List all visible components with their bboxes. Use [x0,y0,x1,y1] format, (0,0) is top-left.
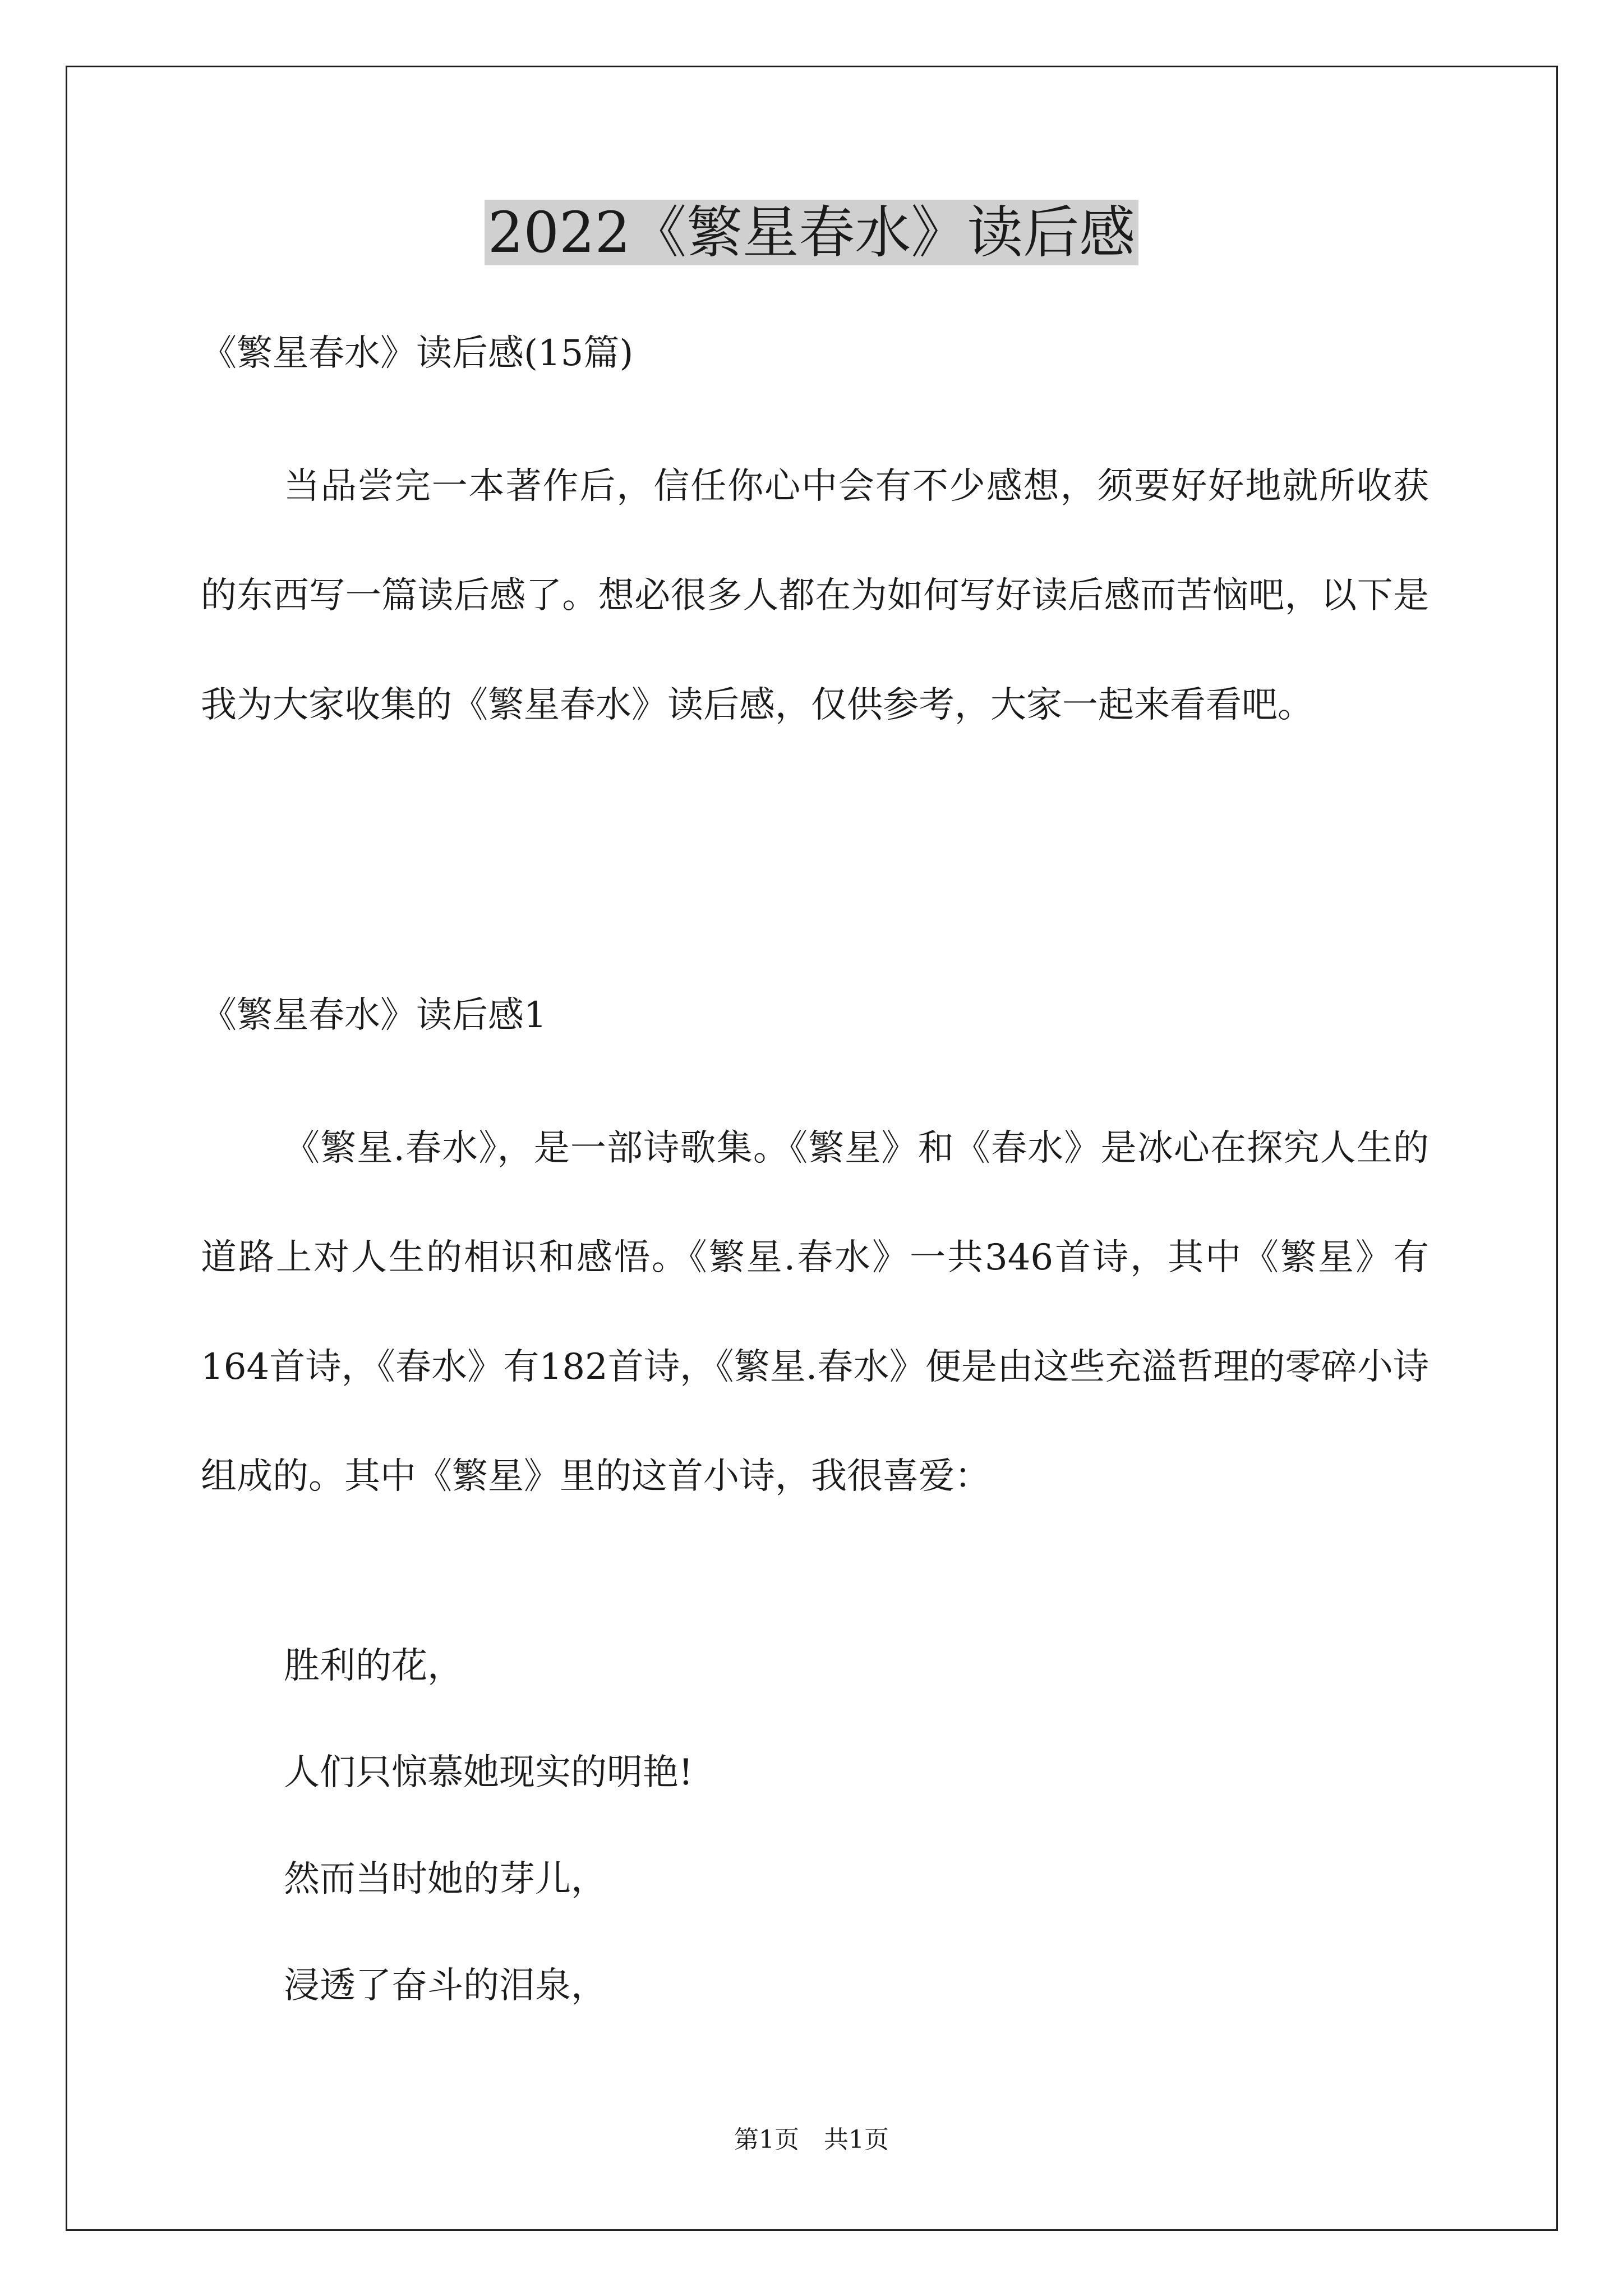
document-title [0,194,1623,272]
poem-line-4: 浸透了奋斗的泪泉， [284,1965,607,2007]
intro-paragraph: 当品尝完一本著作后，信任你心中会有不少感想，须要好好地就所收获的东西写一篇读后感了。想必很多人都在为如何写好读后感而苦恼吧，以下是我为大家收集的《繁星春水》读后感，仅供参考，大家一起来看看吧。 [201,466,1429,726]
section-1-heading: 《繁星春水》读后感1 [201,995,547,1036]
section-1-paragraph: 《繁星.春水》，是一部诗歌集。《繁星》和《春水》是冰心在探究人生的道路上对人生的相识和感悟。《繁星.春水》一共346首诗，其中《繁星》有164首诗，《春水》有182首诗，《繁星.春水》便是由这些充溢哲理的零碎小诗组成的。其中《繁星》里的这首小诗，我很喜爱： [201,1128,1429,1497]
poem-line-1: 胜利的花， [284,1645,463,1687]
poem-line-3: 然而当时她的芽儿， [284,1858,607,1900]
document-subtitle: 《繁星春水》读后感(15篇) [201,333,634,374]
page-footer: 第1页 共1页 [734,2125,889,2154]
document-title-text: 2022《繁星春水》读后感 [485,200,1139,265]
poem-line-2: 人们只惊慕她现实的明艳! [284,1752,693,1793]
